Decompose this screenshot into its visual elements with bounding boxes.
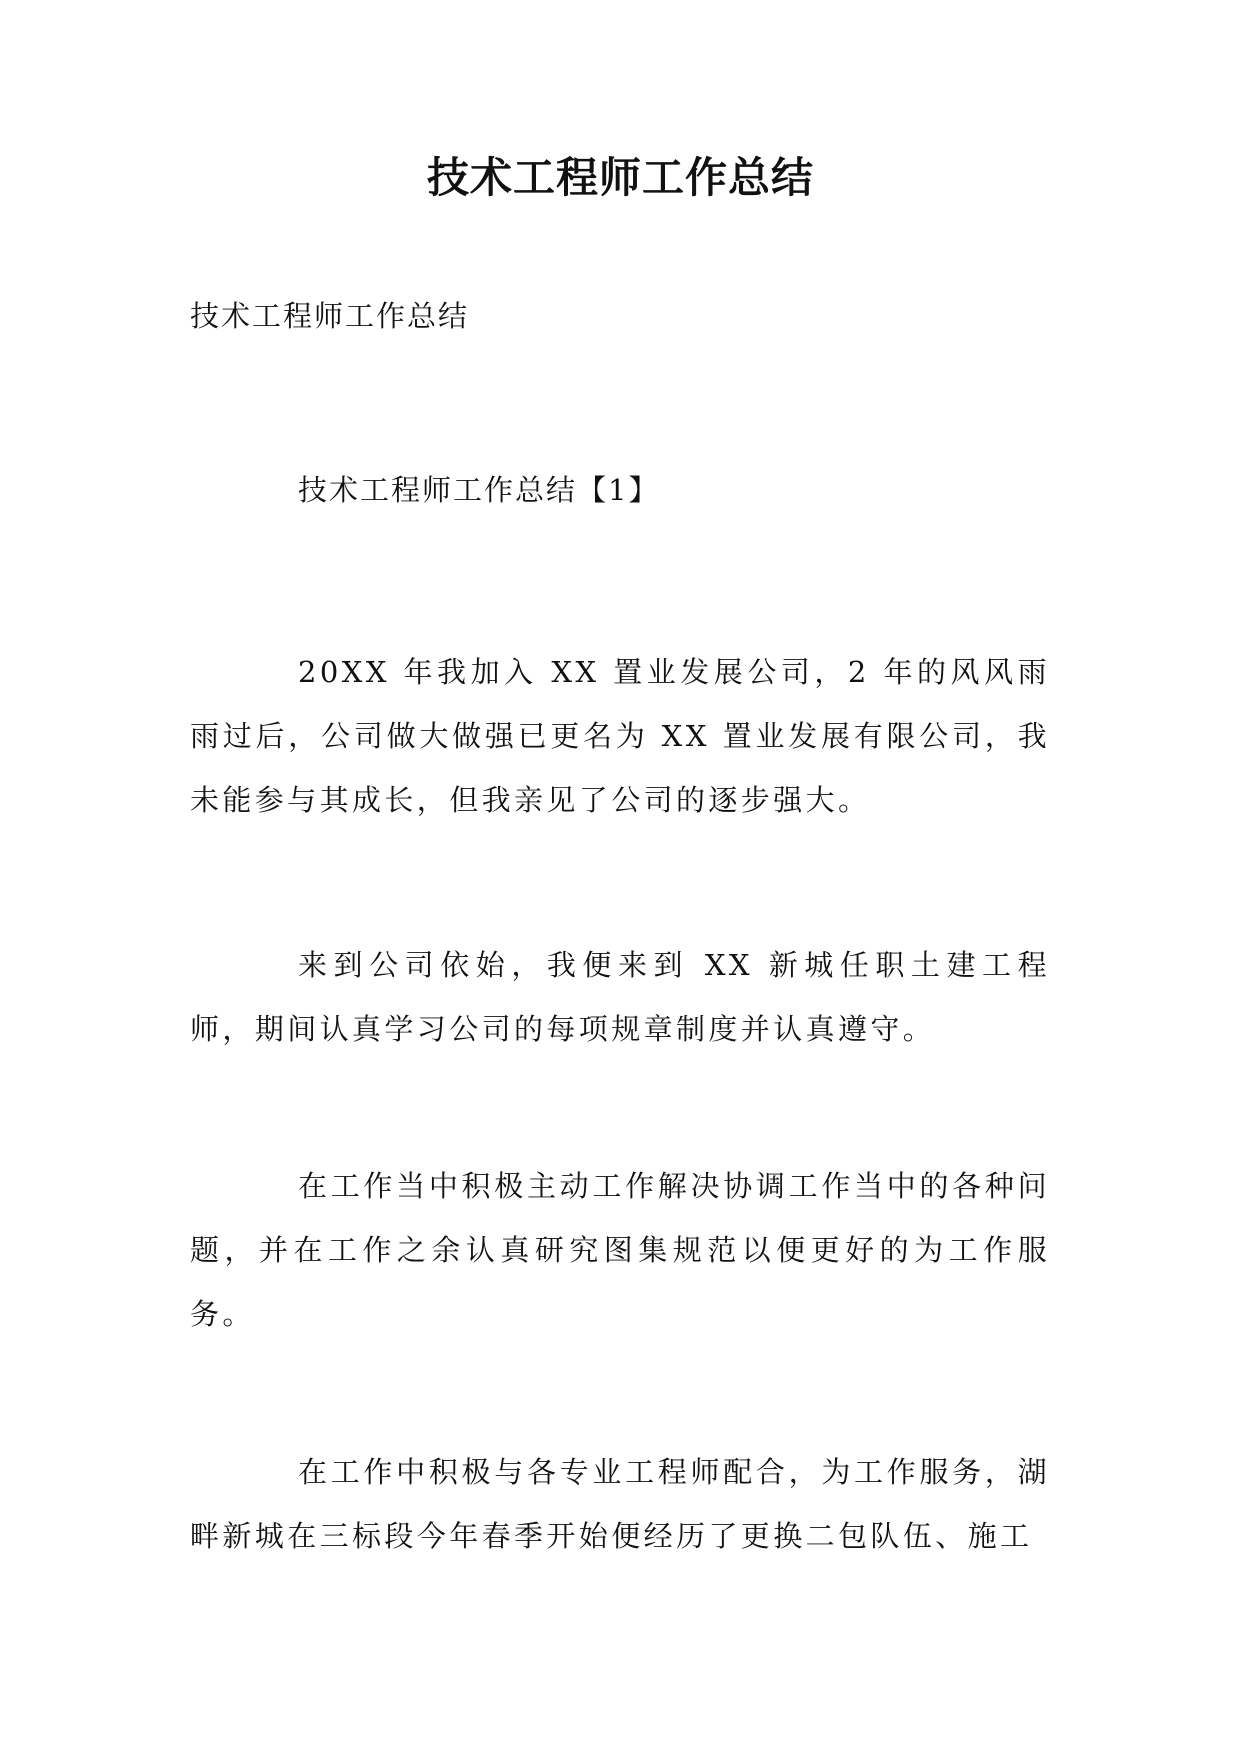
paragraph-3: 在工作当中积极主动工作解决协调工作当中的各种问题，并在工作之余认真研究图集规范以便更好的为工作服务。 xyxy=(190,1169,1050,1331)
paragraph-4: 在工作中积极与各专业工程师配合，为工作服务，湖畔新城在三标段今年春季开始便经历了更换二包队伍、施工 xyxy=(190,1455,1050,1553)
document-subtitle: 技术工程师工作总结 xyxy=(190,299,470,333)
document-title: 技术工程师工作总结 xyxy=(426,153,814,202)
paragraph-1: 20XX 年我加入 XX 置业发展公司，2 年的风风雨雨过后，公司做大做强已更名为 XX 置业发展有限公司，我未能参与其成长，但我亲见了公司的逐步强大。 xyxy=(190,655,1050,817)
section-heading: 技术工程师工作总结【1】 xyxy=(298,473,660,507)
paragraph-2: 来到公司依始，我便来到 XX 新城任职土建工程师，期间认真学习公司的每项规章制度并认真遵守。 xyxy=(190,948,1050,1046)
